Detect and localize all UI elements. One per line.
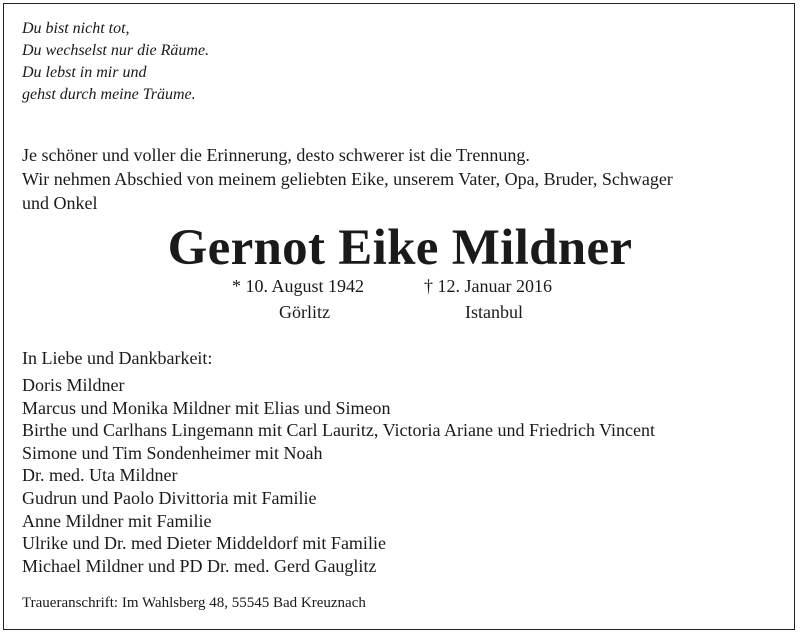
death-date: † 12. Januar 2016	[424, 276, 552, 296]
intro-text	[22, 143, 772, 215]
intro-line: Wir nehmen Abschied von meinem geliebten Eike, unserem Vater, Opa, Bruder, Schwager	[22, 169, 673, 189]
birth-place: Görlitz	[279, 302, 330, 322]
poem-line: gehst durch meine Träume.	[22, 86, 196, 103]
list-item: Doris Mildner	[22, 375, 125, 395]
list-item: Birthe und Carlhans Lingemann mit Carl Lauritz, Victoria Ariane und Friedrich Vincent	[22, 420, 656, 441]
poem	[22, 18, 209, 106]
list-item: Simone und Tim Sondenheimer mit Noah	[22, 442, 323, 463]
poem-line: Du lebst in mir und	[22, 64, 147, 81]
list-item: Dr. med. Uta Mildner	[22, 465, 178, 486]
mourners-list	[22, 374, 655, 577]
list-item: Gudrun und Paolo Divittoria mit Familie	[22, 487, 317, 508]
intro-line: Je schöner und voller die Erinnerung, desto schwerer ist die Trennung.	[22, 145, 530, 165]
deceased-name: Gernot Eike Mildner	[167, 220, 633, 276]
death-place: Istanbul	[465, 302, 523, 322]
list-item: Michael Mildner und PD Dr. med. Gerd Gauglitz	[22, 555, 377, 576]
mourners-heading: In Liebe und Dankbarkeit:	[22, 348, 213, 368]
poem-line: Du wechselst nur die Räume.	[22, 42, 210, 59]
mourning-address: Traueranschrift: Im Wahlsberg 48, 55545 Bad Kreuznach	[22, 595, 366, 611]
list-item: Ulrike und Dr. med Dieter Middeldorf mit Familie	[22, 533, 386, 554]
list-item: Marcus und Monika Mildner mit Elias und Simeon	[22, 397, 391, 418]
intro-line: und Onkel	[22, 193, 98, 213]
list-item: Anne Mildner mit Familie	[22, 510, 212, 531]
birth-date: * 10. August 1942	[232, 276, 365, 296]
poem-line: Du bist nicht tot,	[22, 20, 130, 37]
